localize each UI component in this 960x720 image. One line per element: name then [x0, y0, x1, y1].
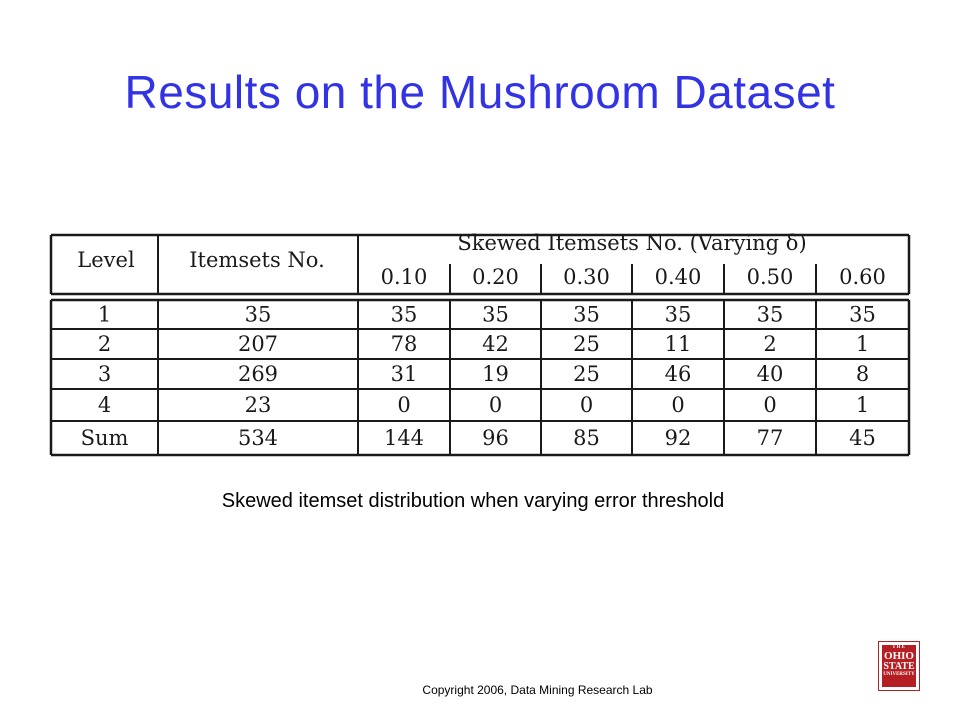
cell-skewed-value: 25: [573, 362, 600, 386]
cell-skewed-value: 35: [756, 302, 784, 327]
cell-level: 2: [97, 332, 112, 356]
cell-skewed-value: 35: [482, 302, 509, 327]
cell-skewed-value: 92: [664, 426, 692, 450]
cell-skewed-value: 1: [855, 332, 870, 356]
cell-level: Sum: [80, 426, 129, 450]
cell-itemsets: 269: [237, 362, 279, 386]
cell-skewed-value: 8: [855, 362, 870, 386]
cell-skewed-value: 19: [482, 362, 509, 386]
cell-skewed-value: 85: [573, 426, 600, 450]
ohio-state-logo: [878, 641, 920, 691]
header-level: Level: [77, 248, 135, 272]
cell-skewed-value: 42: [482, 332, 509, 356]
table-row: [98, 332, 869, 356]
cell-skewed-value: 35: [573, 302, 600, 327]
threshold-header: 0.30: [563, 265, 610, 289]
cell-skewed-value: 46: [664, 362, 692, 386]
cell-level: 4: [97, 393, 112, 417]
cell-itemsets: 35: [244, 302, 272, 327]
cell-skewed-value: 35: [390, 302, 418, 327]
cell-skewed-value: 144: [383, 426, 425, 450]
logo-text-state: STATE: [883, 661, 915, 672]
table-row: [98, 362, 869, 386]
table-body: [81, 303, 876, 451]
table-row: [98, 303, 876, 327]
cell-skewed-value: 0: [488, 393, 503, 417]
threshold-header: 0.40: [654, 265, 702, 289]
cell-skewed-value: 35: [664, 302, 692, 327]
threshold-header: 0.20: [472, 265, 519, 289]
cell-skewed-value: 0: [397, 393, 411, 417]
cell-skewed-value: 31: [390, 362, 418, 386]
table-svg: [48, 232, 912, 458]
skewed-itemsets-table: [48, 232, 912, 458]
logo-text-university: UNIVERSITY: [883, 672, 915, 677]
cell-level: 3: [97, 362, 112, 386]
cell-skewed-value: 0: [671, 393, 685, 417]
threshold-headers: [381, 265, 886, 289]
cell-skewed-value: 78: [390, 332, 418, 356]
cell-skewed-value: 11: [664, 332, 692, 356]
threshold-header: 0.10: [380, 265, 428, 289]
cell-skewed-value: 2: [763, 332, 777, 356]
cell-skewed-value: 25: [573, 332, 600, 356]
threshold-header: 0.60: [839, 265, 886, 289]
cell-itemsets: 23: [244, 393, 272, 417]
cell-skewed-value: 35: [849, 302, 876, 327]
cell-skewed-value: 1: [855, 393, 870, 417]
logo-badge: [882, 645, 916, 687]
header-skewed-group: Skewed Itemsets No. (Varying δ): [457, 232, 807, 255]
cell-skewed-value: 45: [849, 426, 876, 450]
table-caption: Skewed itemset distribution when varying error threshold: [221, 490, 725, 512]
cell-itemsets: 207: [237, 332, 279, 356]
cell-level: 1: [97, 302, 112, 327]
logo-text-ohio: OHIO: [884, 650, 914, 662]
cell-skewed-value: 96: [482, 426, 509, 450]
table-row: [81, 426, 876, 450]
copyright-footer: Copyright 2006, Data Mining Research Lab: [422, 683, 653, 697]
cell-skewed-value: 0: [579, 393, 594, 417]
table-row: [98, 393, 869, 417]
cell-skewed-value: 40: [756, 362, 784, 386]
logo-text-the: THE: [892, 645, 906, 650]
header-itemsets: Itemsets No.: [189, 248, 325, 272]
cell-skewed-value: 0: [763, 393, 777, 417]
threshold-header: 0.50: [746, 265, 794, 289]
cell-skewed-value: 77: [756, 426, 784, 450]
slide-title: Results on the Mushroom Dataset: [124, 66, 836, 118]
cell-itemsets: 534: [237, 426, 279, 450]
